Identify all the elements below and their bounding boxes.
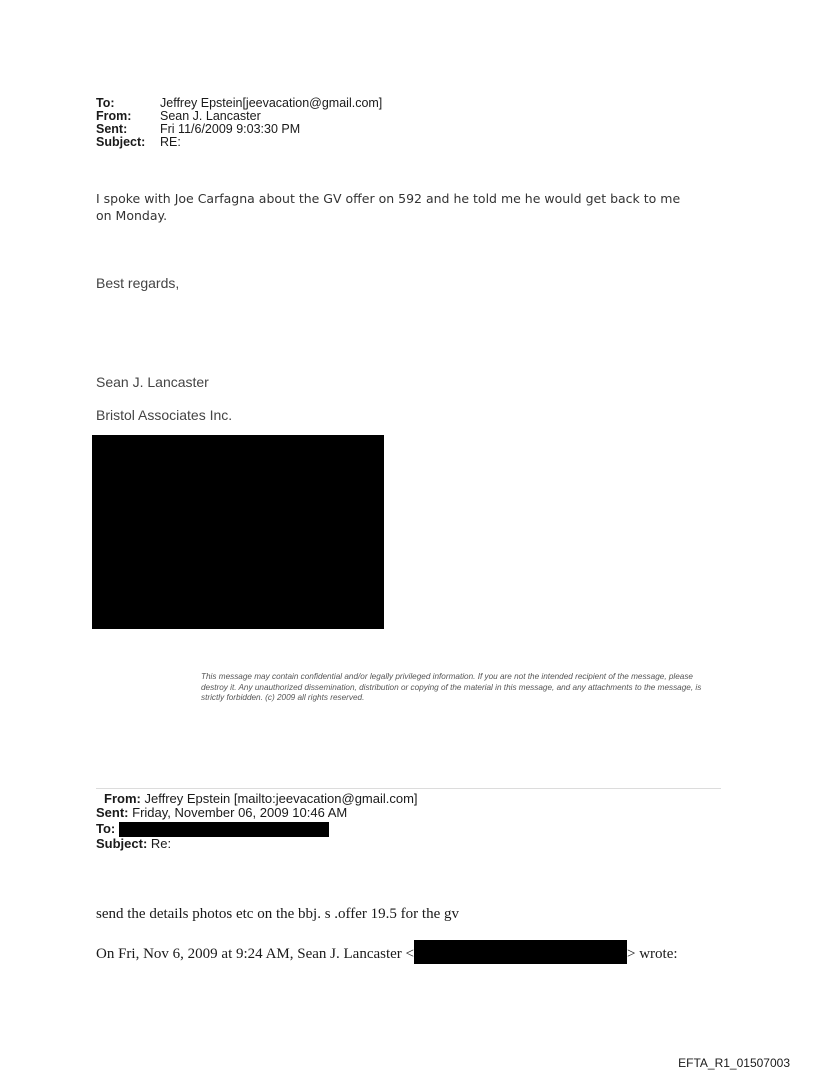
- quote-divider: [96, 788, 721, 789]
- attribution-line: [96, 940, 678, 964]
- sender-name: Sean J. Lancaster: [96, 374, 209, 390]
- quoted-subject-row: [96, 837, 171, 851]
- quoted-body: send the details photos etc on the bbj. s .offer 19.5 for the gv: [96, 906, 459, 922]
- quoted-from-label: From:: [104, 791, 141, 806]
- company-name: Bristol Associates Inc.: [96, 407, 233, 423]
- to-label: To:: [96, 96, 115, 110]
- from-label: From:: [96, 109, 132, 123]
- document-id: EFTA_R1_01507003: [678, 1056, 790, 1070]
- subject-value: RE:: [160, 135, 181, 149]
- redaction-email: [414, 940, 627, 964]
- quoted-sent-label: Sent:: [96, 805, 129, 820]
- reply-body: I spoke with Joe Carfagna about the GV offer on 592 and he told me he would get back to me on Monday.: [96, 191, 681, 223]
- quoted-subject-value: Re:: [150, 836, 172, 851]
- attribution-end: > wrote:: [627, 946, 678, 962]
- quoted-sent-row: [96, 806, 347, 820]
- quoted-to-label: To:: [96, 821, 116, 836]
- sent-value: Fri 11/6/2009 9:03:30 PM: [160, 122, 301, 136]
- to-value: Jeffrey Epstein[jeevacation@gmail.com]: [160, 96, 383, 110]
- quoted-from-row: [104, 792, 418, 806]
- closing: Best regards,: [96, 275, 180, 291]
- quoted-from-value: Jeffrey Epstein [mailto:jeevacation@gmail.com]: [144, 791, 418, 806]
- quoted-subject-label: Subject:: [96, 836, 148, 851]
- from-value: Sean J. Lancaster: [160, 109, 261, 123]
- header-subject-row: [96, 136, 181, 149]
- subject-label: Subject:: [96, 135, 146, 149]
- disclaimer-text: This message may contain confidential and/or legally privileged information. If you are not the intended recipient of the message, please destroy it. Any unauthorized dissemination, distribution or copying of the material in this message, and any attachments to the message, is strictly forbidden. (c) 2009 all rights reserved.: [201, 672, 702, 702]
- quoted-to-row: [96, 822, 115, 836]
- quoted-sent-value: Friday, November 06, 2009 10:46 AM: [132, 805, 348, 820]
- redaction-bar: [119, 822, 329, 837]
- attribution-start: On Fri, Nov 6, 2009 at 9:24 AM, Sean J. Lancaster <: [96, 946, 415, 962]
- sent-label: Sent:: [96, 122, 128, 136]
- redaction-block: [92, 435, 384, 629]
